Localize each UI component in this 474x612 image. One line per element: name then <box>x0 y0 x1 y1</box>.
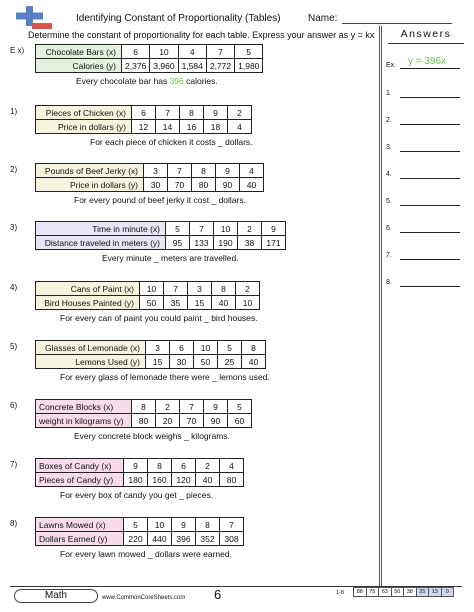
x-value: 9 <box>262 222 286 236</box>
y-value: 180 <box>124 473 148 487</box>
x-value: 7 <box>168 164 192 178</box>
problem-number: 8) <box>10 519 18 528</box>
score-table <box>353 587 454 597</box>
x-value: 7 <box>190 222 214 236</box>
score-cell: 63 <box>379 588 392 597</box>
y-value: 95 <box>166 236 190 250</box>
problem-sentence: For every can of paint you could paint _ bird houses. <box>60 313 258 323</box>
answers-heading: Answers <box>400 28 452 40</box>
y-value: 30 <box>144 178 168 192</box>
x-value: 8 <box>212 282 236 296</box>
x-value: 6 <box>132 106 156 120</box>
y-value: 12 <box>132 120 156 134</box>
problem-number: 3) <box>10 223 18 232</box>
name-input-line[interactable] <box>342 23 452 24</box>
x-value: 3 <box>188 282 212 296</box>
x-value: 9 <box>172 518 196 532</box>
problem-number: 1) <box>10 107 18 116</box>
y-value: 308 <box>220 532 244 546</box>
site-url: www.CommonCoreSheets.com <box>102 595 186 601</box>
x-value: 5 <box>124 518 148 532</box>
x-value: 8 <box>192 164 216 178</box>
proportion-table <box>35 458 244 487</box>
y-label: Distance traveled in meters (y) <box>36 236 166 250</box>
y-value: 3,960 <box>150 59 178 73</box>
y-value: 2,772 <box>206 59 234 73</box>
x-value: 2 <box>228 106 252 120</box>
page-number: 6 <box>214 587 222 602</box>
x-value: 10 <box>148 518 172 532</box>
proportion-table <box>35 281 260 310</box>
score-cell: 50 <box>391 588 404 597</box>
y-label: Pieces of Candy (y) <box>36 473 124 487</box>
x-value: 7 <box>156 106 180 120</box>
answer-line-3[interactable] <box>400 151 460 152</box>
score-range: 1-8 <box>336 590 344 596</box>
x-value: 3 <box>146 341 170 355</box>
y-value: 25 <box>218 355 242 369</box>
y-value: 18 <box>204 120 228 134</box>
answer-line-8[interactable] <box>400 286 460 287</box>
x-value: 8 <box>132 400 156 414</box>
answer-line-4[interactable] <box>400 178 460 179</box>
y-value: 40 <box>196 473 220 487</box>
y-value: 190 <box>214 236 238 250</box>
x-value: 6 <box>172 459 196 473</box>
problem-sentence: For every box of candy you get _ pieces. <box>60 490 214 500</box>
x-value: 10 <box>140 282 164 296</box>
x-value: 7 <box>206 45 234 59</box>
y-value: 60 <box>228 414 252 428</box>
score-cell: 38 <box>404 588 417 597</box>
problem-number: 7) <box>10 460 18 469</box>
x-value: 2 <box>156 400 180 414</box>
proportion-table <box>35 44 263 73</box>
answer-line-6[interactable] <box>400 232 460 233</box>
problem-sentence: For every glass of lemonade there were _ lemons used. <box>60 372 270 382</box>
answer-label-example: Ex. <box>386 62 397 69</box>
answer-line-5[interactable] <box>400 205 460 206</box>
y-value: 1,980 <box>235 59 263 73</box>
y-value: 90 <box>216 178 240 192</box>
score-cell: 75 <box>366 588 379 597</box>
score-cell: 25 <box>416 588 429 597</box>
y-value: 15 <box>146 355 170 369</box>
proportion-table <box>35 517 244 546</box>
x-value: 2 <box>196 459 220 473</box>
y-value: 2,376 <box>122 59 150 73</box>
problem-sentence: For every pound of beef jerky it cost _ dollars. <box>74 195 246 205</box>
x-value: 3 <box>144 164 168 178</box>
y-value: 352 <box>196 532 220 546</box>
y-value: 1,584 <box>178 59 206 73</box>
x-value: 8 <box>242 341 266 355</box>
x-value: 8 <box>196 518 220 532</box>
problem-sentence: Every concrete block weighs _ kilograms. <box>74 431 230 441</box>
y-value: 10 <box>236 296 260 310</box>
x-value: 6 <box>122 45 150 59</box>
y-value: 70 <box>168 178 192 192</box>
answer-label-4: 4. <box>386 171 392 178</box>
x-label: Glasses of Lemonade (x) <box>36 341 146 355</box>
answer-line-2[interactable] <box>400 124 460 125</box>
problem-sentence: Every minute _ meters are travelled. <box>102 253 239 263</box>
y-value: 440 <box>148 532 172 546</box>
x-value: 10 <box>214 222 238 236</box>
proportion-table <box>35 221 286 250</box>
y-value: 80 <box>220 473 244 487</box>
y-value: 35 <box>164 296 188 310</box>
x-value: 8 <box>180 106 204 120</box>
x-value: 9 <box>204 400 228 414</box>
sentence-answer: 396 <box>169 76 184 86</box>
y-value: 120 <box>172 473 196 487</box>
x-value: 5 <box>218 341 242 355</box>
y-value: 50 <box>140 296 164 310</box>
problem-number: E x) <box>10 46 25 55</box>
y-value: 80 <box>192 178 216 192</box>
answers-underline <box>388 43 464 44</box>
y-value: 40 <box>242 355 266 369</box>
y-label: weight in kilograms (y) <box>36 414 132 428</box>
y-value: 396 <box>172 532 196 546</box>
column-divider <box>379 26 382 588</box>
y-label: Dollars Earned (y) <box>36 532 124 546</box>
x-label: Lawns Mowed (x) <box>36 518 124 532</box>
x-value: 7 <box>164 282 188 296</box>
answer-line-7[interactable] <box>400 259 460 260</box>
y-value: 38 <box>238 236 262 250</box>
score-cell: 88 <box>354 588 367 597</box>
y-value: 70 <box>180 414 204 428</box>
y-value: 14 <box>156 120 180 134</box>
y-value: 30 <box>170 355 194 369</box>
x-label: Cans of Paint (x) <box>36 282 140 296</box>
answer-line-1[interactable] <box>400 97 460 98</box>
y-value: 80 <box>132 414 156 428</box>
y-value: 50 <box>194 355 218 369</box>
x-value: 5 <box>235 45 263 59</box>
x-label: Concrete Blocks (x) <box>36 400 132 414</box>
x-value: 9 <box>124 459 148 473</box>
x-value: 5 <box>166 222 190 236</box>
x-label: Pieces of Chicken (x) <box>36 106 132 120</box>
x-value: 2 <box>236 282 260 296</box>
x-label: Time in minute (x) <box>36 222 166 236</box>
y-value: 40 <box>212 296 236 310</box>
x-value: 9 <box>216 164 240 178</box>
y-value: 40 <box>240 178 264 192</box>
x-value: 10 <box>150 45 178 59</box>
y-label: Bird Houses Painted (y) <box>36 296 140 310</box>
x-value: 10 <box>194 341 218 355</box>
problem-sentence <box>76 76 218 86</box>
problem-number: 2) <box>10 165 18 174</box>
instructions: Determine the constant of proportionality for each table. Express your answer as y = kx <box>28 30 375 40</box>
problem-number: 5) <box>10 342 18 351</box>
answer-label-2: 2. <box>386 117 392 124</box>
x-label: Boxes of Candy (x) <box>36 459 124 473</box>
answer-label-6: 6. <box>386 225 392 232</box>
y-value: 160 <box>148 473 172 487</box>
name-label: Name: <box>308 13 338 24</box>
x-value: 6 <box>170 341 194 355</box>
sentence-start: Every chocolate bar has <box>76 76 170 86</box>
proportion-table <box>35 105 252 134</box>
x-value: 8 <box>148 459 172 473</box>
x-label: Pounds of Beef Jerky (x) <box>36 164 144 178</box>
answer-label-5: 5. <box>386 198 392 205</box>
y-label: Lemons Used (y) <box>36 355 146 369</box>
example-answer: y = 396x <box>408 56 447 67</box>
x-value: 4 <box>240 164 264 178</box>
answer-label-8: 8. <box>386 279 392 286</box>
y-label: Calories (y) <box>36 59 122 73</box>
x-value: 5 <box>228 400 252 414</box>
score-cell: 0 <box>441 588 454 597</box>
answer-label-1: 1. <box>386 90 392 97</box>
x-label: Chocolate Bars (x) <box>36 45 122 59</box>
x-value: 4 <box>220 459 244 473</box>
y-value: 133 <box>190 236 214 250</box>
problem-number: 4) <box>10 283 18 292</box>
x-value: 4 <box>178 45 206 59</box>
y-value: 15 <box>188 296 212 310</box>
problem-sentence: For every lawn mowed _ dollars were earned. <box>60 549 232 559</box>
proportion-table <box>35 340 266 369</box>
y-value: 171 <box>262 236 286 250</box>
answer-label-7: 7. <box>386 252 392 259</box>
problem-number: 6) <box>10 401 18 410</box>
y-label: Price in dollars (y) <box>36 120 132 134</box>
sentence-end: calories. <box>183 76 218 86</box>
commoncore-logo-icon <box>12 6 52 32</box>
x-value: 7 <box>180 400 204 414</box>
problem-sentence: For each piece of chicken it costs _ dollars. <box>90 137 253 147</box>
subject-label: Math <box>14 589 98 603</box>
y-label: Price in dollars (y) <box>36 178 144 192</box>
answer-line-example <box>400 68 460 69</box>
page-title: Identifying Constant of Proportionality (Tables) <box>76 13 281 24</box>
x-value: 2 <box>238 222 262 236</box>
y-value: 16 <box>180 120 204 134</box>
proportion-table <box>35 399 252 428</box>
y-value: 220 <box>124 532 148 546</box>
answer-label-3: 3. <box>386 144 392 151</box>
y-value: 4 <box>228 120 252 134</box>
score-cell: 13 <box>429 588 442 597</box>
proportion-table <box>35 163 264 192</box>
x-value: 7 <box>220 518 244 532</box>
x-value: 9 <box>204 106 228 120</box>
y-value: 20 <box>156 414 180 428</box>
y-value: 90 <box>204 414 228 428</box>
